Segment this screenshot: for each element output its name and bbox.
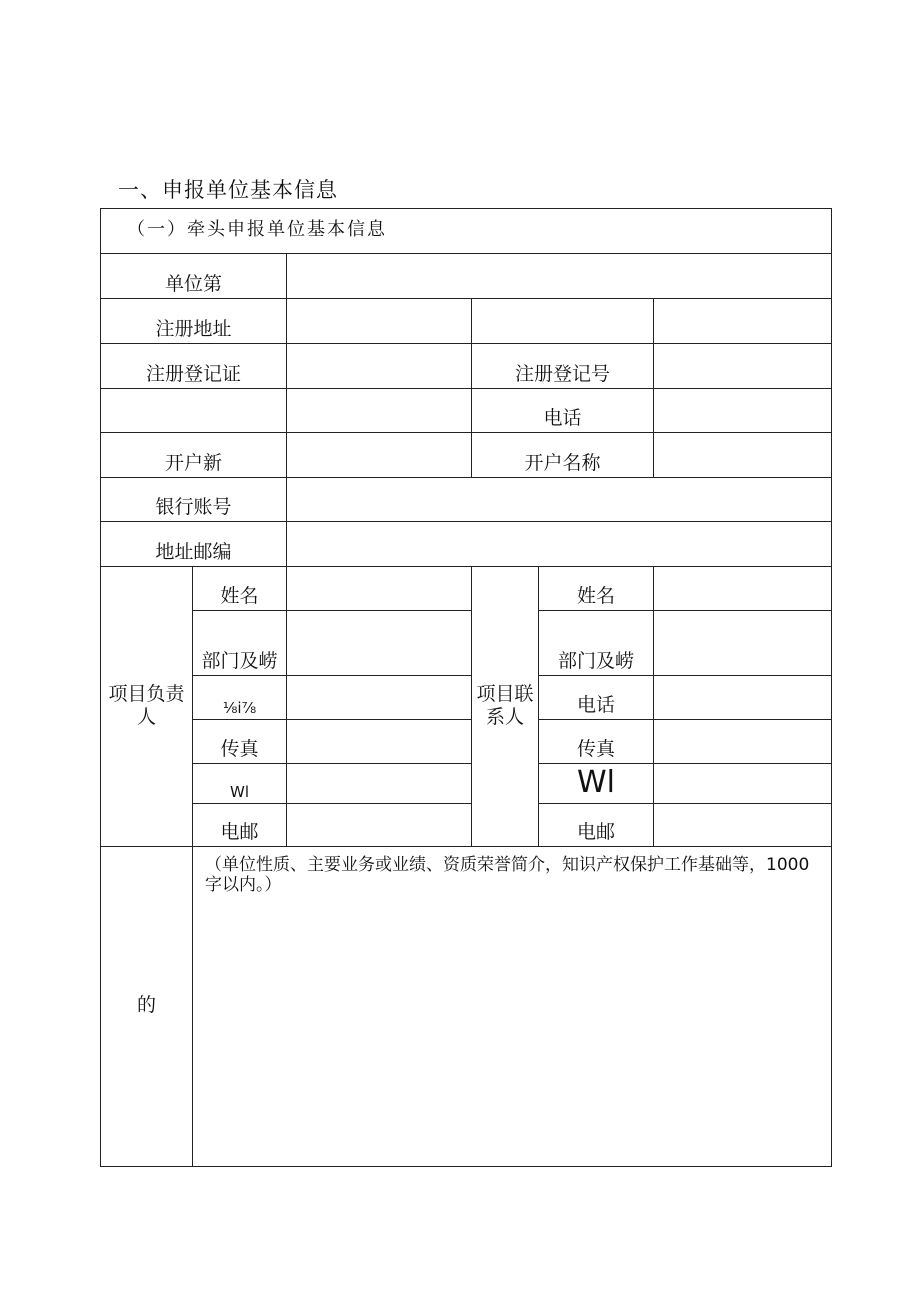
field-bank[interactable] — [287, 433, 472, 478]
label-contact-name: 姓名 — [539, 567, 654, 611]
field-leader-mobile[interactable] — [287, 764, 472, 804]
label-leader-phone: ⅛i⅞ — [193, 676, 287, 720]
field-contact-name[interactable] — [654, 567, 832, 611]
label-intro: 的 — [101, 847, 193, 1167]
label-bank: 开户新 — [101, 433, 287, 478]
label-reg-cert: 注册登记证 — [101, 344, 287, 389]
label-leader-name: 姓名 — [193, 567, 287, 611]
field-contact-phone[interactable] — [654, 676, 832, 720]
field-reg-number[interactable] — [654, 344, 832, 389]
field-leader-fax[interactable] — [287, 720, 472, 764]
field-contact-dept[interactable] — [654, 611, 832, 676]
field-postcode[interactable] — [287, 522, 832, 567]
field-contact-email[interactable] — [654, 804, 832, 847]
label-leader-email: 电邮 — [193, 804, 287, 847]
label-phone: 电话 — [472, 389, 654, 433]
label-contact-fax: 传真 — [539, 720, 654, 764]
field-unit-name[interactable] — [287, 254, 832, 299]
field-leader-email[interactable] — [287, 804, 472, 847]
label-project-contact: 项目联系人 — [472, 567, 539, 847]
label-leader-dept: 部门及崂 — [193, 611, 287, 676]
field-leader-dept[interactable] — [287, 611, 472, 676]
field-leader-name[interactable] — [287, 567, 472, 611]
label-blank — [101, 389, 287, 433]
field-intro[interactable] — [193, 847, 832, 1167]
label-contact-email: 电邮 — [539, 804, 654, 847]
label-reg-address: 注册地址 — [101, 299, 287, 344]
applicant-info-table — [100, 208, 832, 1167]
field-reg-address[interactable] — [287, 299, 472, 344]
label-contact-dept: 部门及崂 — [539, 611, 654, 676]
section-title: 一、申报单位基本信息 — [118, 178, 338, 202]
label-postcode: 地址邮编 — [101, 522, 287, 567]
field-bank-account[interactable] — [287, 478, 832, 522]
field-reg-address-3[interactable] — [654, 299, 832, 344]
field-phone[interactable] — [654, 389, 832, 433]
field-contact-mobile[interactable] — [654, 764, 832, 804]
label-contact-phone: 电话 — [539, 676, 654, 720]
label-leader-fax: 传真 — [193, 720, 287, 764]
label-reg-number: 注册登记号 — [472, 344, 654, 389]
label-leader-mobile: Wl — [193, 764, 287, 804]
field-reg-address-2[interactable] — [472, 299, 654, 344]
field-contact-fax[interactable] — [654, 720, 832, 764]
field-leader-phone[interactable] — [287, 676, 472, 720]
label-unit-name: 单位第 — [101, 254, 287, 299]
field-account-name[interactable] — [654, 433, 832, 478]
label-bank-account: 银行账号 — [101, 478, 287, 522]
intro-hint: （单位性质、主要业务或业绩、资质荣誉简介，知识产权保护工作基础等，1000字以内。） — [205, 855, 810, 896]
field-reg-cert[interactable] — [287, 344, 472, 389]
subsection-title: （一）牵头申报单位基本信息 — [101, 209, 832, 254]
label-project-leader: 项目负责人 — [101, 567, 193, 847]
field-blank[interactable] — [287, 389, 472, 433]
label-contact-mobile: Wl — [539, 764, 654, 804]
label-account-name: 开户名称 — [472, 433, 654, 478]
